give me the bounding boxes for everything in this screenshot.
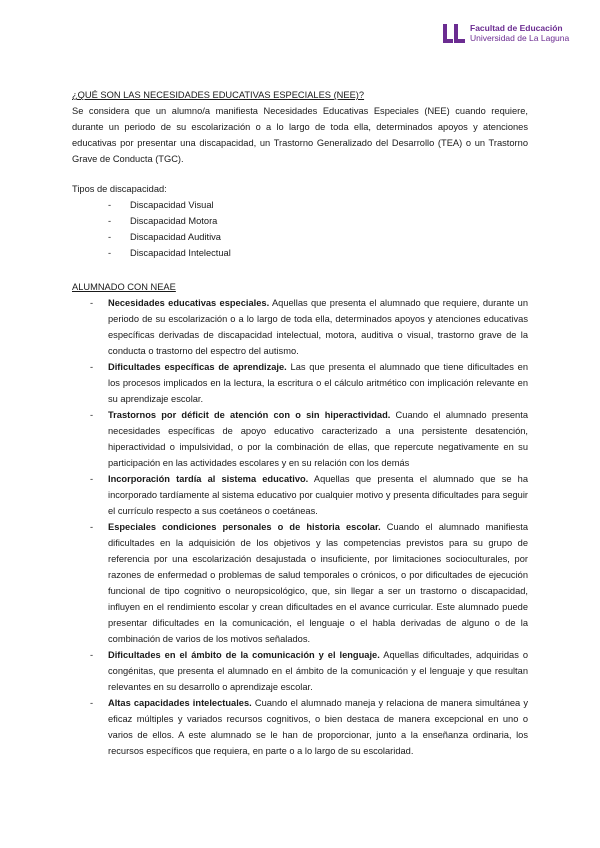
list-item — [72, 647, 528, 695]
ull-logo-icon — [443, 24, 465, 43]
item-text: Cuando el alumnado presenta necesidades específicas de apoyo educativo caracterizado a una persistente desatención, hiperactividad o impulsividad, o por la combinación de ellas, que repercute negativamente en su participación en las actividades escolares y en su relación con los demás — [108, 410, 528, 468]
section-title-nee: ¿QUÉ SON LAS NECESIDADES EDUCATIVAS ESPECIALES (NEE)? — [72, 90, 365, 100]
item-term: Incorporación tardía al sistema educativo. — [108, 474, 309, 484]
item-term: Altas capacidades intelectuales. — [108, 698, 252, 708]
item-text: Cuando el alumnado manifiesta dificultades en la adquisición de los objetivos y las competencias previstos para su grupo de referencia por una escolarización desajustada o insuficiente, por limitaciones socioculturales, por razones de enfermedad o problemas de salud temporales o crónicos, o por dificultades de ejecución funcional de tipo cognitivo o neuropsicológico, que, sin llegar a ser un trastorno o discapacidad, influyen en el rendimiento escolar y crean dificultades en el avance curricular. Este alumnado puede presentar dificultades en la comunicación, el lenguaje o el habla derivadas de alguno o de la combinación de varios de los motivos señalados. — [108, 522, 529, 644]
list-item — [72, 471, 528, 519]
disability-types-title: Tipos de discapacidad: — [72, 184, 167, 194]
list-item — [72, 519, 528, 647]
item-text: Aquellas dificultades, adquiridas o congénitas, que presenta el alumnado en el ámbito de la comunicación y el lenguaje y que resultan relevantes en su desarrollo o aprendizaje escolar. — [108, 650, 528, 692]
item-text: Aquellas que presenta el alumnado que se ha incorporado tardíamente al sistema educativo por cualquier motivo y presenta dificultades para seguir el currículo respecto a sus coetáneos o coetáneas. — [108, 474, 528, 516]
nee-definition-paragraph: Se considera que un alumno/a manifiesta Necesidades Educativas Especiales (NEE) cuando requiere, durante un periodo de su escolarización o a lo largo de toda ella, determinados apoyos y atenciones educativas por presentar una discapacidad, un Trastorno Generalizado del Desarrollo (TEA) o un Trastorno Grave de Conducta (TGC). — [72, 106, 528, 164]
list-item — [72, 359, 528, 407]
disability-types-list — [72, 197, 528, 261]
list-item — [72, 295, 528, 359]
logo-university-name: Universidad de La Laguna — [470, 32, 570, 43]
list-item: - Discapacidad Visual — [72, 197, 528, 213]
list-item: - Discapacidad Auditiva — [72, 229, 528, 245]
faculty-logo — [443, 24, 569, 43]
list-item — [72, 695, 528, 759]
neae-list — [72, 295, 528, 759]
document-body — [72, 87, 528, 759]
list-item: - Discapacidad Motora — [72, 213, 528, 229]
section-title-neae: ALUMNADO CON NEAE — [72, 282, 176, 292]
list-item: - Discapacidad Intelectual — [72, 245, 528, 261]
logo-text — [470, 24, 569, 43]
item-term: Necesidades educativas especiales. — [108, 298, 270, 308]
item-term: Trastornos por déficit de atención con o sin hiperactividad. — [108, 410, 391, 420]
logo-faculty-name: Facultad de Educación — [470, 23, 563, 33]
item-term: Dificultades específicas de aprendizaje. — [108, 362, 287, 372]
item-text: Cuando el alumnado maneja y relaciona de manera simultánea y eficaz múltiples y variados recursos cognitivos, o bien destaca de manera excepcional en uno o varios de ellos. A este alumnado se le han de proporcionar, junto a la enseñanza ordinaria, los recursos específicos que requiera, en parte o a lo largo de su escolaridad. — [108, 698, 528, 756]
item-text: Aquellas que presenta el alumnado que requiere, durante un periodo de su escolarización o a lo largo de toda ella, determinados apoyos y atenciones educativas específicas derivadas de discapacidad intelectual, motora, auditiva o visual, trastorno grave de la conducta o trastorno del espectro del autismo. — [108, 298, 529, 356]
item-term: Especiales condiciones personales o de historia escolar. — [108, 522, 381, 532]
item-term: Dificultades en el ámbito de la comunicación y el lenguaje. — [108, 650, 380, 660]
item-text: Las que presenta el alumnado que tiene dificultades en los procesos implicados en la lectura, la escritura o el cálculo aritmético con implicación relevante en su aprendizaje escolar. — [108, 362, 528, 404]
list-item — [72, 407, 528, 471]
